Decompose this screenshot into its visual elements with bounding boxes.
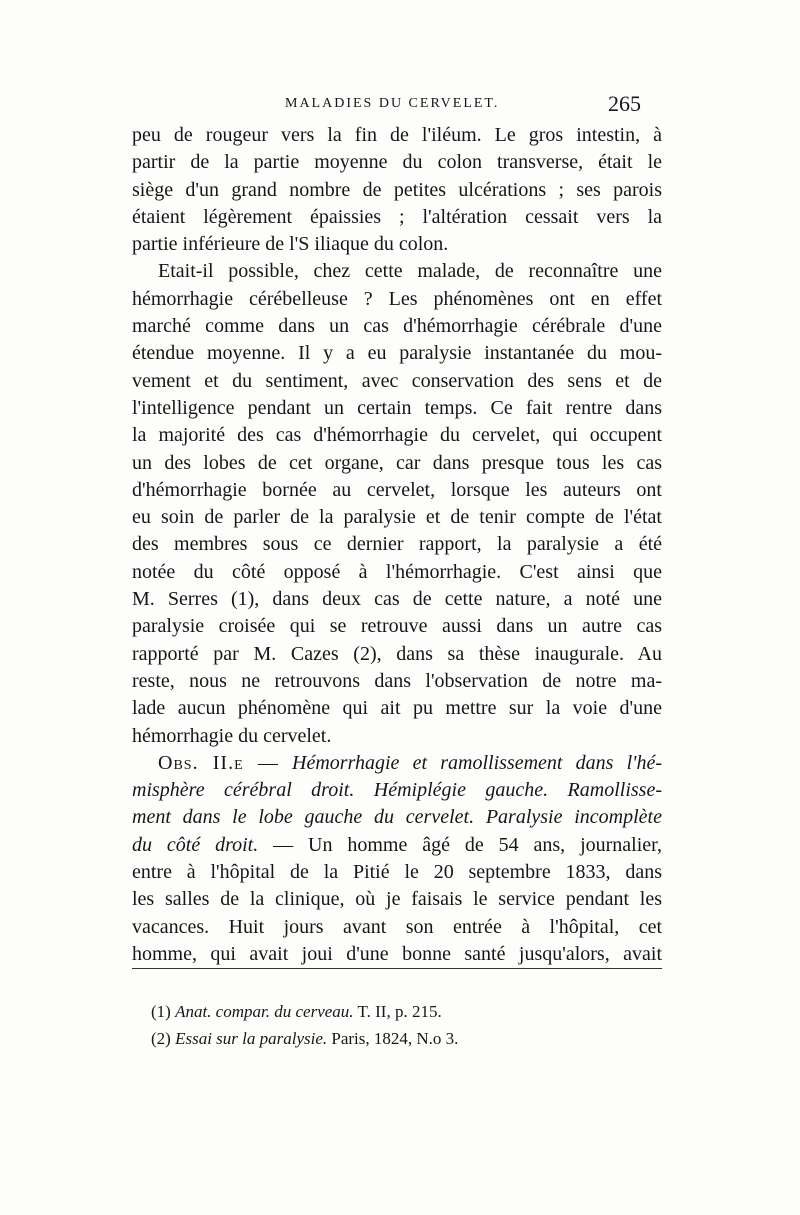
observation-title-line: ment dans le lobe gauche du cervelet. Paralysie incomplète: [132, 806, 662, 829]
text-line: des membres sous ce dernier rapport, la paralysie a été: [132, 533, 662, 556]
text-line: un des lobes de cet organe, car dans presque tous les cas: [132, 451, 662, 474]
text-line: l'intelligence pendant un certain temps. Ce fait rentre dans: [132, 396, 662, 419]
footnotes: [151, 998, 671, 1052]
footnote-1: [151, 998, 671, 1025]
observation-title-end: du côté droit.: [132, 833, 259, 856]
text-line: hémorrhagie du cervelet.: [132, 724, 332, 747]
text-line: Etait-il possible, chez cette malade, de reconnaître une: [158, 260, 662, 283]
observation-heading-line: [132, 750, 662, 777]
text-line: étendue moyenne. Il y a eu paralysie instantanée du mou-: [132, 342, 662, 365]
footnote-mark: (1): [151, 1002, 171, 1021]
footnote-rest: T. II, p. 215.: [357, 1002, 442, 1021]
footnote-title: Anat. compar. du cerveau.: [175, 1002, 354, 1021]
observation-label: Obs. II.e —: [158, 751, 279, 774]
text-line: reste, nous ne retrouvons dans l'observation de notre ma-: [132, 669, 662, 692]
text-line: partie inférieure de l'S iliaque du colon.: [132, 233, 449, 256]
text-line: rapporté par M. Cazes (2), dans sa thèse inaugurale. Au: [132, 642, 662, 665]
footnote-title: Essai sur la paralysie.: [175, 1029, 328, 1048]
text-line: vacances. Huit jours avant son entrée à l'hôpital, cet: [132, 915, 662, 938]
text-line: siège d'un grand nombre de petites ulcérations ; ses parois: [132, 178, 662, 201]
text-line: notée du côté opposé à l'hémorrhagie. C'est ainsi que: [132, 560, 662, 583]
text-line: partir de la partie moyenne du colon transverse, était le: [132, 151, 662, 174]
footnote-rule: [132, 968, 662, 969]
text-line: étaient légèrement épaissies ; l'altération cessait vers la: [132, 205, 662, 228]
footnote-mark: (2): [151, 1029, 171, 1048]
observation-title: Hémorrhagie et ramollissement dans l'hé-: [292, 751, 662, 774]
text-line: la majorité des cas d'hémorrhagie du cervelet, qui occupent: [132, 424, 662, 447]
text-line: homme, qui avait joui d'une bonne santé jusqu'alors, avait: [132, 942, 662, 965]
observation-title-line: misphère cérébral droit. Hémiplégie gauche. Ramollisse-: [132, 779, 662, 802]
footnote-2: [151, 1025, 671, 1052]
text-line: vement et du sentiment, avec conservation des sens et de: [132, 369, 662, 392]
text-line: d'hémorrhagie bornée au cervelet, lorsque les auteurs ont: [132, 478, 662, 501]
text-line: hémorrhagie cérébelleuse ? Les phénomènes ont en effet: [132, 287, 662, 310]
text-line: les salles de la clinique, où je faisais le service pendant les: [132, 888, 662, 911]
body-text: [132, 122, 662, 968]
text-line: entre à l'hôpital de la Pitié le 20 septembre 1833, dans: [132, 861, 662, 884]
text-line: marché comme dans un cas d'hémorrhagie cérébrale d'une: [132, 315, 662, 338]
observation-text-start: — Un homme âgé de 54 ans, journalier,: [273, 833, 663, 856]
text-line: eu soin de parler de la paralysie et de tenir compte de l'état: [132, 506, 662, 529]
text-line: M. Serres (1), dans deux cas de cette nature, a noté une: [132, 588, 662, 611]
observation-text-line: [132, 832, 662, 859]
text-line: paralysie croisée qui se retrouve aussi dans un autre cas: [132, 615, 662, 638]
text-line: lade aucun phénomène qui ait pu mettre sur la voie d'une: [132, 697, 662, 720]
footnote-rest: Paris, 1824, N.o 3.: [331, 1029, 459, 1048]
text-line: peu de rougeur vers la fin de l'iléum. Le gros intestin, à: [132, 124, 662, 146]
page-number: 265: [608, 91, 641, 116]
running-head: MALADIES DU CERVELET.: [285, 96, 500, 111]
